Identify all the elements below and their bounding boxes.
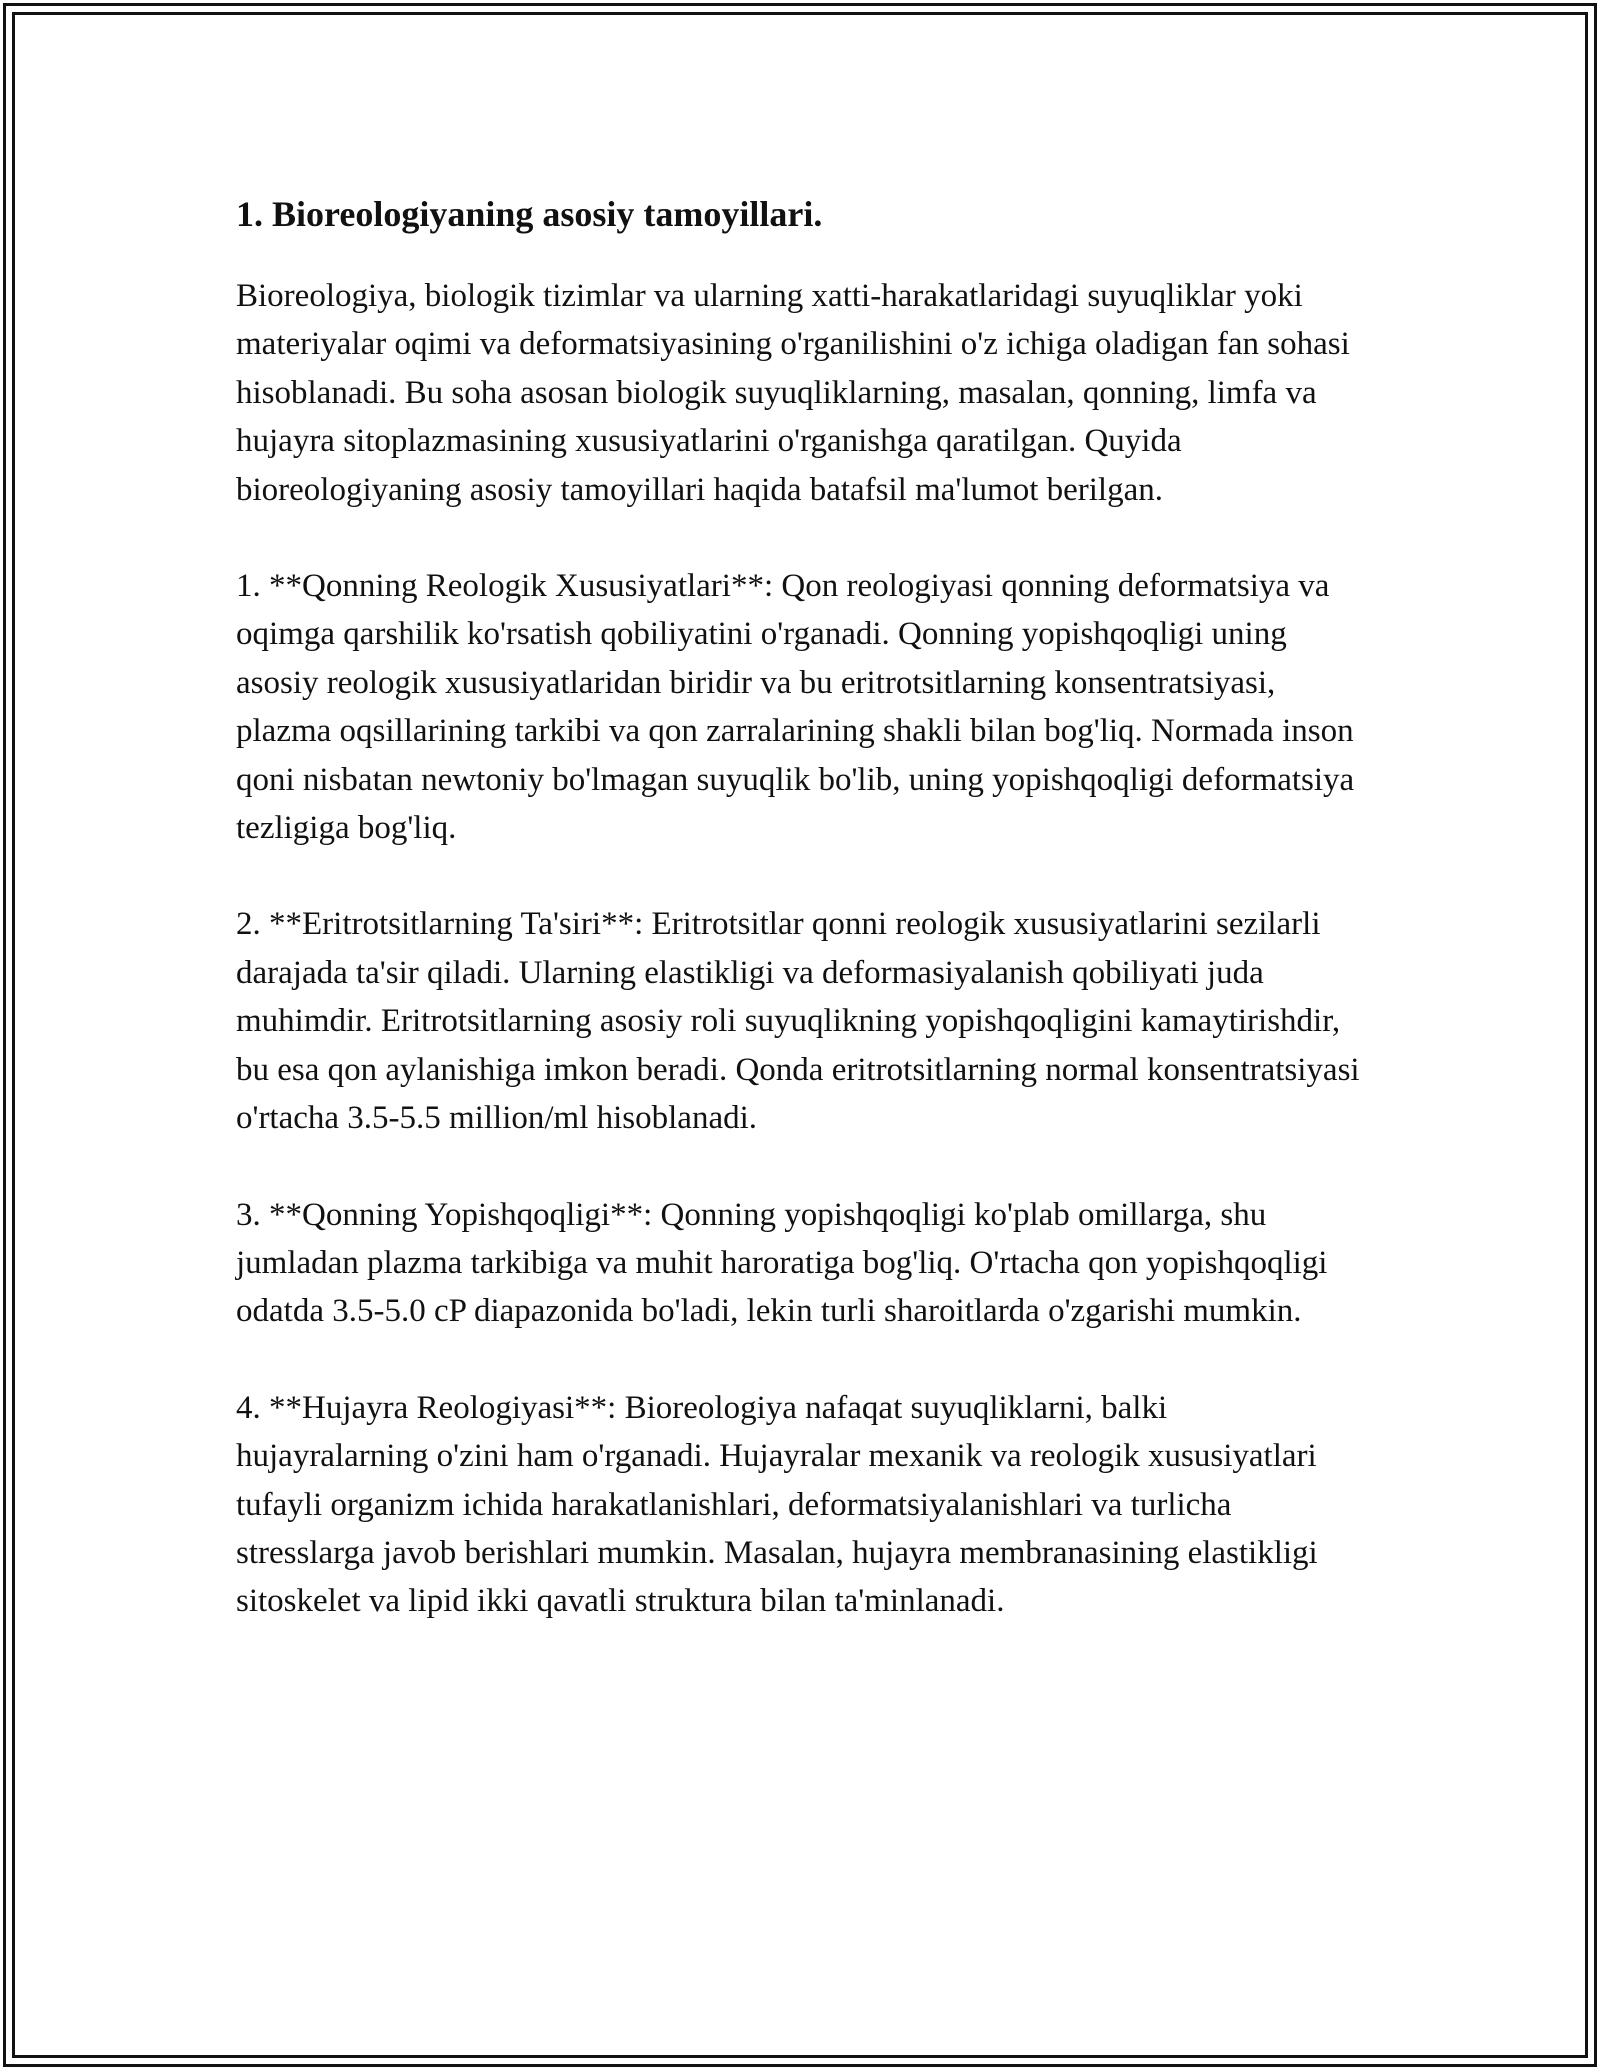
paragraph-blood-rheology: 1. **Qonning Reologik Xususiyatlari**: Qon reologiyasi qonning deformatsiya va oqimga qarshilik ko'rsatish qobiliyatini o'rganadi. Qonning yopishqoqligi uning asosiy reologik xususiyatlaridan biridir va bu eritrotsitlarning konsentratsiyasi, plazma oqsillarining tarkibi va qon zarralarining shakli bilan bog'liq. Normada inson qoni nisbatan newtoniy bo'lmagan suyuqlik bo'lib, uning yopishqoqligi deformatsiya tezligiga bog'liq. (236, 568, 1355, 847)
section-heading: 1. Bioreologiyaning asosiy tamoyillari. (236, 194, 823, 234)
paragraph-cell-rheology: 4. **Hujayra Reologiyasi**: Bioreologiya nafaqat suyuqliklarni, balki hujayralarning o'zini ham o'rganadi. Hujayralar mexanik va reologik xususiyatlari tufayli organizm ichida harakatlanishlari, deformatsiyalanishlari va turlicha stresslarga javob berishlari mumkin. Masalan, hujayra membranasining elastikligi sitoskelet va lipid ikki qavatli struktura bilan ta'minlanadi. (236, 1389, 1318, 1620)
paragraph-erythrocytes: 2. **Eritrotsitlarning Ta'siri**: Eritrotsitlar qonni reologik xususiyatlarini sezilarli darajada ta'sir qiladi. Ularning elastikligi va deformasiyalanish qobiliyati juda muhimdir. Eritrotsitlarning asosiy roli suyuqlikning yopishqoqligini kamaytirishdir, bu esa qon aylanishiga imkon beradi. Qonda eritrotsitlarning normal konsentratsiyasi o'rtacha 3.5-5.5 million/ml hisoblanadi. (236, 906, 1360, 1137)
document-body (236, 188, 1366, 1674)
paragraph-blood-viscosity: 3. **Qonning Yopishqoqligi**: Qonning yopishqoqligi ko'plab omillarga, shu jumladan plazma tarkibiga va muhit haroratiga bog'liq. O'rtacha qon yopishqoqligi odatda 3.5-5.0 cP diapazonida bo'ladi, lekin turli sharoitlarda o'zgarishi mumkin. (236, 1196, 1328, 1330)
intro-paragraph: Bioreologiya, biologik tizimlar va ularning xatti-harakatlaridagi suyuqliklar yoki materiyalar oqimi va deformatsiyasining o'rganilishini o'z ichiga oladigan fan sohasi hisoblanadi. Bu soha asosan biologik suyuqliklarning, masalan, qonning, limfa va hujayra sitoplazmasining xususiyatlarini o'rganishga qaratilgan. Quyida bioreologiyaning asosiy tamoyillari haqida batafsil ma'lumot berilgan. (236, 278, 1350, 508)
